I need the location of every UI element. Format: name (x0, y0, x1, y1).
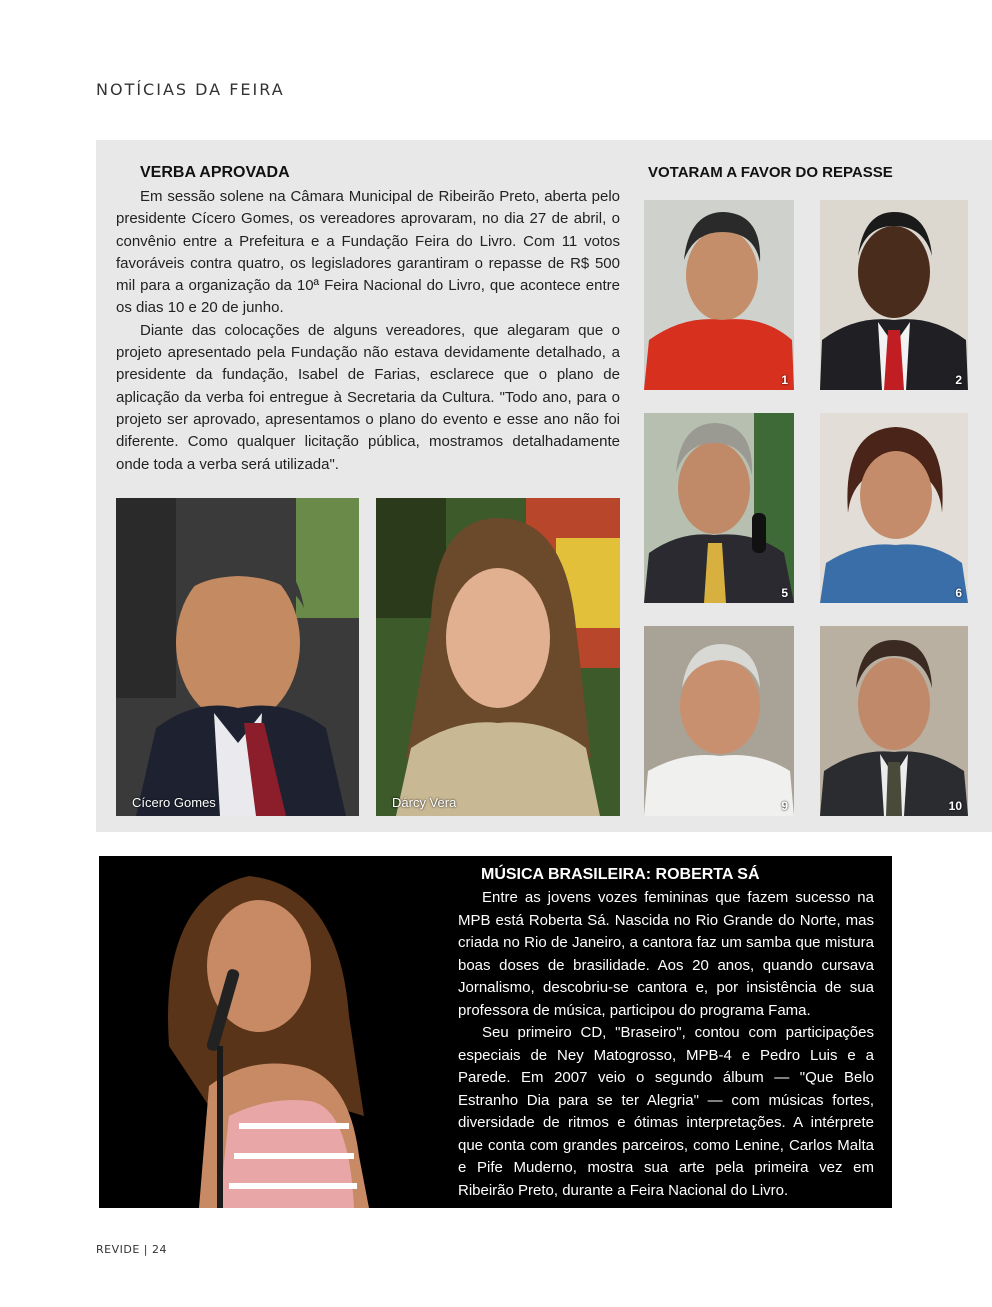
votaram-heading: VOTARAM A FAVOR DO REPASSE (648, 164, 893, 181)
portrait-9 (644, 626, 794, 816)
verba-heading: VERBA APROVADA (140, 164, 290, 181)
portrait-2 (820, 200, 968, 390)
portrait-number: 1 (781, 373, 788, 387)
verba-paragraph-1: Em sessão solene na Câmara Municipal de Ribeirão Preto, aberta pelo presidente Cícero Gomes, os vereadores aprovaram, no dia 27 de abril, o convênio entre a Prefeitura e a Fundação Feira do Livro. Com 11 votos favoráveis contra quatro, os legisladores garantiram o repasse de R$ 500 mil para a organização da 10ª Feira Nacional do Livro, que acontece entre os dias 10 e 20 de junho. (116, 188, 620, 317)
portrait-5 (644, 413, 794, 603)
caption-cicero-gomes: Cícero Gomes (132, 795, 216, 810)
musica-heading: MÚSICA BRASILEIRA: ROBERTA SÁ (481, 866, 760, 883)
photo-roberta-sa (99, 856, 444, 1208)
portrait-10 (820, 626, 968, 816)
musica-paragraph-1: Entre as jovens vozes femininas que fazem sucesso na MPB está Roberta Sá. Nascida no Rio Grande do Norte, mas criada no Rio de Janeiro, a cantora faz um samba que mistura boas doses de brasilidade. Aos 20 anos, quando cursava Jornalismo, descobriu-se cantora e, por insistência de sua professora de música, participou do programa Fama. (458, 889, 874, 1019)
musica-article (458, 887, 874, 1202)
musica-paragraph-2: Seu primeiro CD, "Braseiro", contou com participações especiais de Ney Matogrosso, MPB-4 e Pedro Luis e a Parede. Em 2007 veio o segundo álbum — "Que Belo Estranho Dia para se ter Alegria" — com músicas fortes, diversidade de ritmos e ótimas interpretações. A intérprete que conta com grandes parceiros, como Lenine, Carlos Malta e Pife Muderno, mostra sua arte pela primeira vez em Ribeirão Preto, durante a Feira Nacional do Livro. (458, 1024, 874, 1199)
verba-article (116, 186, 620, 476)
photo-darcy-vera (376, 498, 620, 816)
verba-paragraph-2: Diante das colocações de alguns vereadores, que alegaram que o projeto apresentado pela Fundação não estava devidamente detalhado, a presidente da fundação, Isabel de Farias, esclarece que o plano de aplicação da verba foi entregue à Secretaria da Cultura. "Todo ano, para o projeto ser aprovado, apresentamos o plano do evento e esse ano não foi diferente. Como qualquer licitação pública, mostramos detalhadamente onde toda a verba será utilizada". (116, 321, 620, 473)
portrait-number: 5 (781, 586, 788, 600)
photo-cicero-gomes (116, 498, 359, 816)
portrait-6 (820, 413, 968, 603)
portrait-number: 10 (948, 799, 962, 813)
page-footer: REVIDE | 24 (96, 1243, 167, 1256)
portrait-number: 2 (955, 373, 962, 387)
portrait-number: 9 (781, 799, 788, 813)
portrait-1 (644, 200, 794, 390)
portrait-number: 6 (955, 586, 962, 600)
caption-darcy-vera: Dárcy Vera (392, 795, 457, 810)
section-title: NOTÍCIAS DA FEIRA (96, 80, 285, 99)
